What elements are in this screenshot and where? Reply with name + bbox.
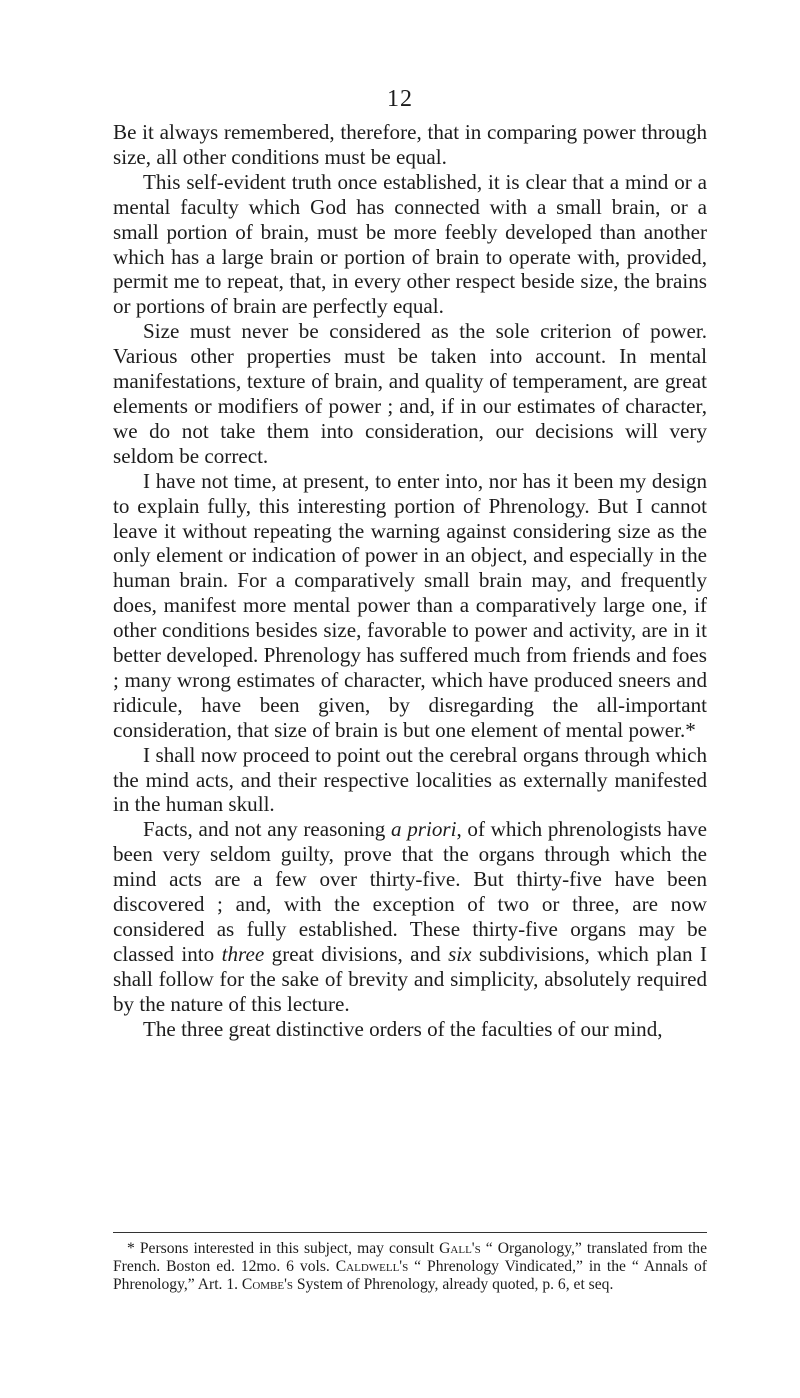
text-run: System of Phrenology, already quoted, p. 6, et seq. — [293, 1276, 614, 1293]
paragraph: Size must never be considered as the sole criterion of power. Various other properties must be taken into account. In mental manifestations, texture of brain, and quality of temperament, are great elements or modifiers of power ; and, if in our estimates of character, we do not take them into consideration, our decisions will very seldom be correct. — [113, 319, 707, 468]
body-text — [113, 120, 707, 1042]
paragraph: I shall now proceed to point out the cerebral organs through which the mind acts, and their respective localities as externally manifested in the human skull. — [113, 742, 707, 817]
text-run: “ Organology,” translated from the French. Boston ed. 12mo. 6 vols. — [113, 1240, 707, 1275]
text-run: * Persons interested in this subject, may consult — [127, 1240, 440, 1257]
paragraph: Be it always remembered, therefore, that in comparing power through size, all other conditions must be equal. — [113, 120, 707, 169]
text-run: subdivisions, which plan I shall follow for the sake of brevity and simplicity, absolutely required by the nature of this lecture. — [113, 941, 707, 1016]
paragraph — [113, 817, 707, 1016]
italic-phrase: three — [221, 941, 265, 966]
paragraph: I have not time, at present, to enter into, nor has it been my design to explain fully, this interesting portion of Phrenology. But I cannot leave it without repeating the warning against considering size as the only element or indication of power in an object, and especially in the human brain. For a comparatively small brain may, and frequently does, manifest more mental power than a comparatively large one, if other conditions besides size, favorable to power and activity, are in it better developed. Phrenology has suffered much from friends and foes ; many wrong estimates of character, which have produced sneers and ridicule, have been given, by disregarding the all-important consideration, that size of brain is but one element of mental power.* — [113, 468, 707, 742]
text-run: “ Phrenology Vindicated,” in the “ Annals of Phrenology,” Art. 1. — [113, 1258, 707, 1293]
paragraph: This self-evident truth once established, it is clear that a mind or a mental faculty which God has connected with a small brain, or a small portion of brain, must be more feebly developed than another which has a large brain or portion of brain to operate with, provided, permit me to repeat, that, in every other respect beside size, the brains or portions of brain are perfectly equal. — [113, 169, 707, 319]
paragraph: The three great distinctive orders of the faculties of our mind, — [143, 1016, 663, 1041]
text-run: great divisions, and — [264, 941, 449, 966]
italic-phrase: six — [448, 941, 472, 966]
footnote-divider — [113, 1232, 707, 1233]
italic-phrase: a priori — [391, 817, 457, 842]
footnote-text — [113, 1240, 707, 1294]
author-name: Caldwell's — [335, 1258, 409, 1275]
footnote — [113, 1240, 707, 1294]
text-run: , of which phrenologists have been very seldom guilty, prove that the organs through which the mind acts are a few over thirty-five. But thirty-five have been discovered ; and, with the exception of two or three, are now considered as fully established. These thirty-five organs may be classed into — [113, 817, 707, 966]
author-name: Combe's — [241, 1276, 294, 1293]
page-number: 12 — [387, 86, 413, 112]
author-name: Gall's — [439, 1240, 481, 1257]
text-run: Facts, and not any reasoning — [143, 817, 391, 842]
